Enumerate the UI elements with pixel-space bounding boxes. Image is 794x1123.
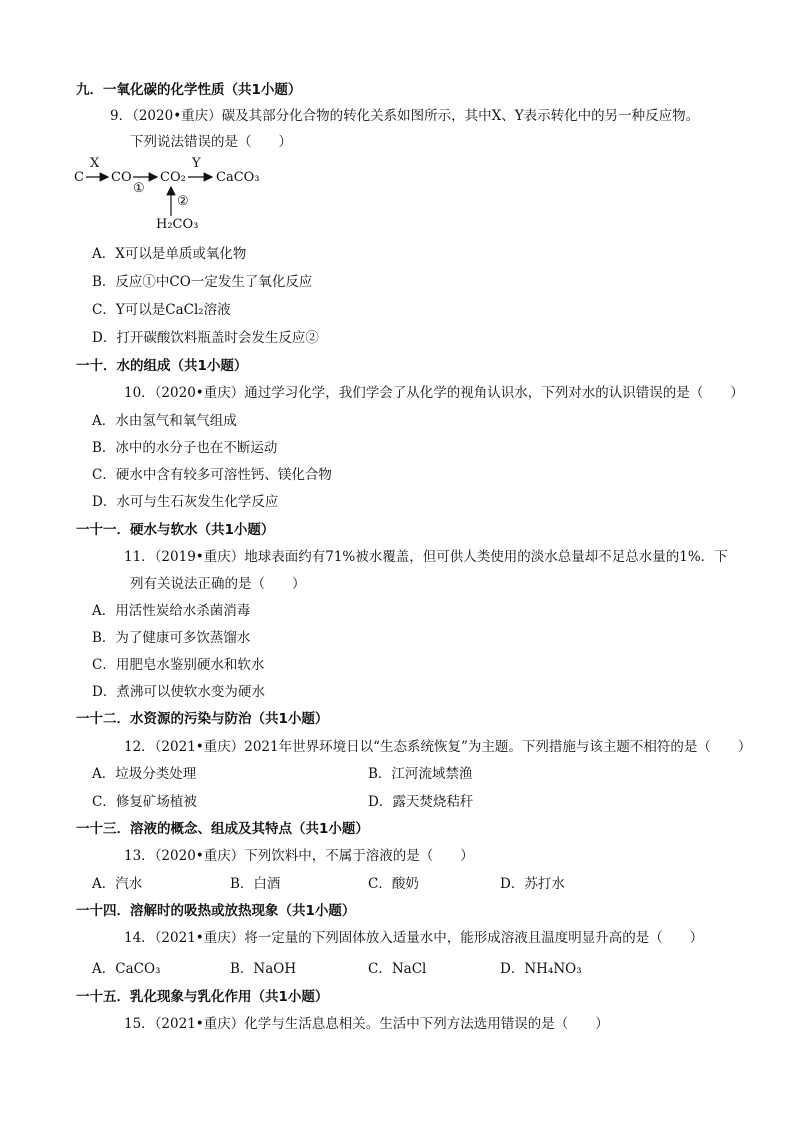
question-10-line1: 10．（2020•重庆）通过学习化学，我们学会了从化学的视角认识水，下列对水的认识错误的是（ ）: [124, 385, 744, 401]
q13-option-d: D．苏打水: [500, 876, 565, 892]
section-heading-14: 一十四．溶解时的吸热或放热现象（共1小题）: [76, 903, 356, 919]
q9-option-d: D．打开碳酸饮料瓶盖时会发生反应②: [92, 330, 319, 346]
diagram-h2co3: H₂CO₃: [156, 217, 199, 232]
question-14-line1: 14．（2021•重庆）将一定量的下列固体放入适量水中，能形成溶液且温度明显升高的是（ ）: [124, 930, 704, 946]
q12-option-d: D．露天焚烧秸秆: [368, 794, 474, 810]
section-heading-12: 一十二．水资源的污染与防治（共1小题）: [76, 711, 329, 727]
section-heading-11: 一十一．硬水与软水（共1小题）: [76, 522, 275, 538]
q9-option-b: B．反应①中CO一定发生了氧化反应: [92, 274, 313, 290]
q11-option-b: B．为了健康可多饮蒸馏水: [92, 630, 251, 646]
diagram-c: C: [74, 170, 84, 185]
q12-option-a: A．垃圾分类处理: [92, 766, 197, 782]
section-heading-10: 一十．水的组成（共1小题）: [76, 358, 248, 374]
diagram-circle-2: ②: [177, 194, 189, 209]
q10-option-d: D．水可与生石灰发生化学反应: [92, 494, 279, 510]
q12-option-c: C．修复矿场植被: [92, 794, 197, 810]
question-15-line1: 15．（2021•重庆）化学与生活息息相关。生活中下列方法选用错误的是（ ）: [124, 1016, 609, 1032]
q13-option-a: A．汽水: [92, 876, 143, 892]
q13-option-c: C．酸奶: [368, 876, 419, 892]
question-12-line1: 12．（2021•重庆）2021年世界环境日以“生态系统恢复”为主题。下列措施与该主题不相符的是（ ）: [124, 739, 752, 755]
q11-option-a: A．用活性炭给水杀菌消毒: [92, 603, 251, 619]
q10-option-b: B．冰中的水分子也在不断运动: [92, 440, 278, 456]
q14-option-d: D．NH₄NO₃: [500, 961, 582, 977]
question-9-line2: 下列说法错误的是（ ）: [130, 134, 292, 150]
question-9-line1: 9．（2020•重庆）碳及其部分化合物的转化关系如图所示，其中X、Y表示转化中的另一种反应物。: [110, 108, 700, 124]
q11-option-c: C．用肥皂水鉴别硬水和软水: [92, 657, 265, 673]
section-heading-13: 一十三．溶液的概念、组成及其特点（共1小题）: [76, 821, 369, 837]
q9-option-c: C．Y可以是CaCl₂溶液: [92, 302, 231, 318]
diagram-circle-1: ①: [133, 181, 145, 196]
question-11-line2: 列有关说法正确的是（ ）: [130, 576, 306, 592]
q14-option-b: B．NaOH: [230, 961, 297, 977]
q14-option-a: A．CaCO₃: [92, 961, 161, 977]
question-11-line1: 11．（2019•重庆）地球表面约有71%被水覆盖，但可供人类使用的淡水总量却不足总水量的1%．下: [124, 549, 728, 565]
q11-option-d: D．煮沸可以使软水变为硬水: [92, 684, 265, 700]
carbon-conversion-diagram: [74, 150, 284, 232]
diagram-caco3: CaCO₃: [216, 170, 260, 185]
section-heading-9: 九．一氧化碳的化学性质（共1小题）: [76, 82, 302, 98]
q9-option-a: A．X可以是单质或氧化物: [92, 246, 247, 262]
diagram-x-label: X: [90, 156, 100, 171]
section-heading-15: 一十五．乳化现象与乳化作用（共1小题）: [76, 989, 329, 1005]
q12-option-b: B．江河流域禁渔: [368, 766, 473, 782]
q10-option-c: C．硬水中含有较多可溶性钙、镁化合物: [92, 467, 332, 483]
q13-option-b: B．白酒: [230, 876, 281, 892]
diagram-co2: CO₂: [160, 170, 186, 185]
q10-option-a: A．水由氢气和氧气组成: [92, 413, 237, 429]
diagram-co: CO: [111, 170, 132, 185]
q14-option-c: C．NaCl: [368, 961, 427, 977]
diagram-y-label: Y: [192, 156, 201, 171]
question-13-line1: 13．（2020•重庆）下列饮料中，不属于溶液的是（ ）: [124, 848, 474, 864]
